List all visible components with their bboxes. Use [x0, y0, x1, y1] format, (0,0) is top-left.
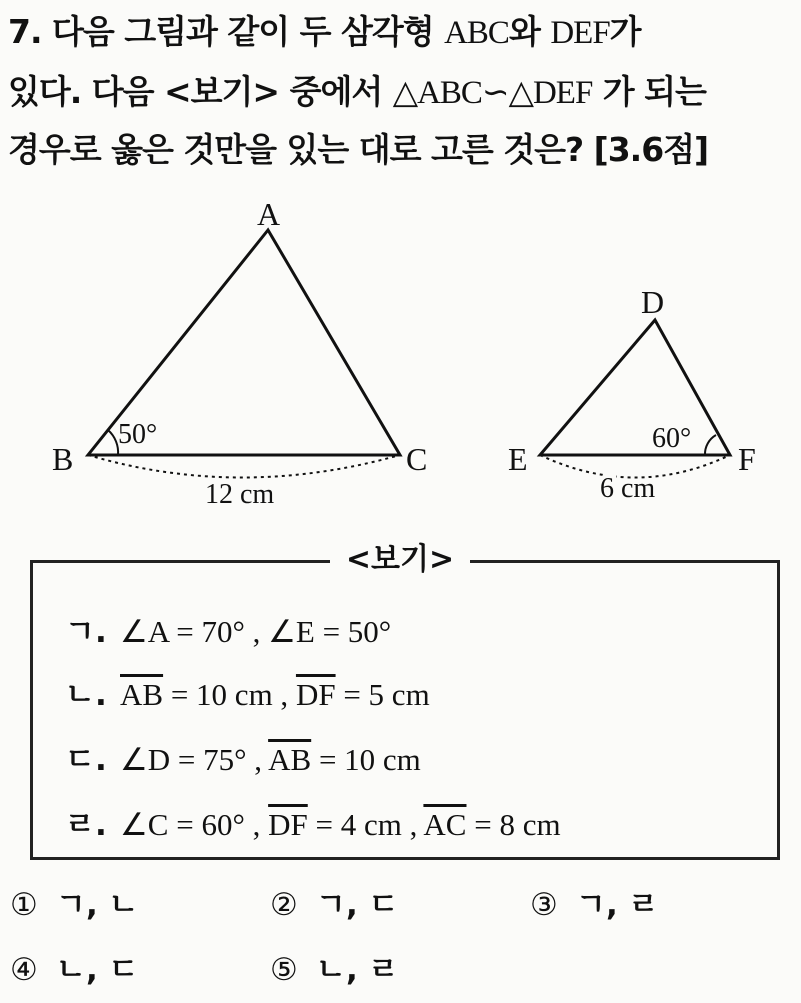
segment-df: $\overline{DF}$	[268, 807, 308, 842]
bogi-item-label: ㄱ.	[65, 614, 107, 650]
question-text: 가	[609, 12, 641, 51]
bogi-item-1	[65, 612, 391, 652]
choice-2[interactable]	[270, 885, 398, 925]
triangle-def	[540, 320, 730, 455]
angle-b-arc	[108, 430, 118, 455]
question-text: 7. 다음 그림과 같이 두 삼각형	[8, 12, 445, 51]
choice-5[interactable]	[270, 950, 398, 990]
choice-number: ④	[10, 952, 38, 988]
angle-b-label: 50°	[118, 419, 158, 450]
choice-1[interactable]	[10, 885, 138, 925]
question-text: 가 되는	[592, 72, 706, 111]
segment-df: $\overline{DF}$	[295, 677, 336, 712]
side-ef-label: 6 cm	[600, 473, 656, 504]
bogi-item-2	[65, 675, 430, 715]
question-text: 와	[508, 12, 551, 51]
bogi-item-text: ∠C = 60° ,	[120, 807, 269, 842]
choice-text: ㄴ, ㄷ	[56, 952, 139, 988]
side-bc-dashed-arc	[88, 455, 400, 478]
choice-text: ㄴ, ㄹ	[316, 952, 399, 988]
similarity-statement: △ABC∽△DEF	[392, 75, 593, 111]
bogi-item-text: = 10 cm	[311, 742, 421, 777]
bogi-item-3	[65, 740, 421, 780]
choice-number: ③	[530, 887, 558, 923]
question-text: 있다. 다음 <보기> 중에서	[8, 72, 393, 111]
bogi-item-text: ∠A = 70° , ∠E = 50°	[120, 614, 392, 649]
segment-ab: $\overline{AB}$	[268, 742, 312, 777]
bogi-title: <보기>	[330, 540, 470, 580]
bogi-item-text: = 4 cm ,	[307, 807, 424, 842]
choice-text: ㄱ, ㄴ	[56, 887, 139, 923]
vertex-b-label: B	[52, 441, 74, 477]
question-line-2	[8, 72, 706, 113]
vertex-d-label: D	[641, 284, 665, 320]
vertex-a-label: A	[257, 196, 281, 232]
angle-f-label: 60°	[652, 423, 692, 454]
choice-4[interactable]	[10, 950, 138, 990]
bogi-item-4	[65, 805, 561, 845]
question-line-1	[8, 12, 641, 53]
segment-ac: $\overline{AC}$	[423, 807, 467, 842]
bogi-item-label: ㄷ.	[65, 742, 107, 778]
bogi-item-label: ㄹ.	[65, 807, 107, 843]
question-line-3: 경우로 옳은 것만을 있는 대로 고른 것은? [3.6점]	[8, 130, 709, 169]
vertex-e-label: E	[508, 441, 528, 477]
bogi-item-text: = 8 cm	[466, 807, 561, 842]
bogi-item-label: ㄴ.	[65, 677, 107, 713]
choice-text: ㄱ, ㄷ	[316, 887, 399, 923]
segment-ab: $\overline{AB}$	[120, 677, 164, 712]
vertex-c-label: C	[406, 441, 428, 477]
choice-number: ⑤	[270, 952, 298, 988]
triangle-def-name: DEF	[550, 15, 610, 51]
side-bc-label: 12 cm	[205, 479, 275, 510]
angle-f-arc	[705, 435, 716, 455]
choice-3[interactable]	[530, 885, 658, 925]
bogi-item-text: = 5 cm	[335, 677, 430, 712]
bogi-item-text: = 10 cm ,	[163, 677, 296, 712]
bogi-item-text: ∠D = 75° ,	[120, 742, 269, 777]
choice-number: ①	[10, 887, 38, 923]
triangle-abc-name: ABC	[444, 15, 509, 51]
choice-number: ②	[270, 887, 298, 923]
triangles-figure	[0, 185, 801, 515]
vertex-f-label: F	[738, 441, 756, 477]
choice-text: ㄱ, ㄹ	[576, 887, 659, 923]
